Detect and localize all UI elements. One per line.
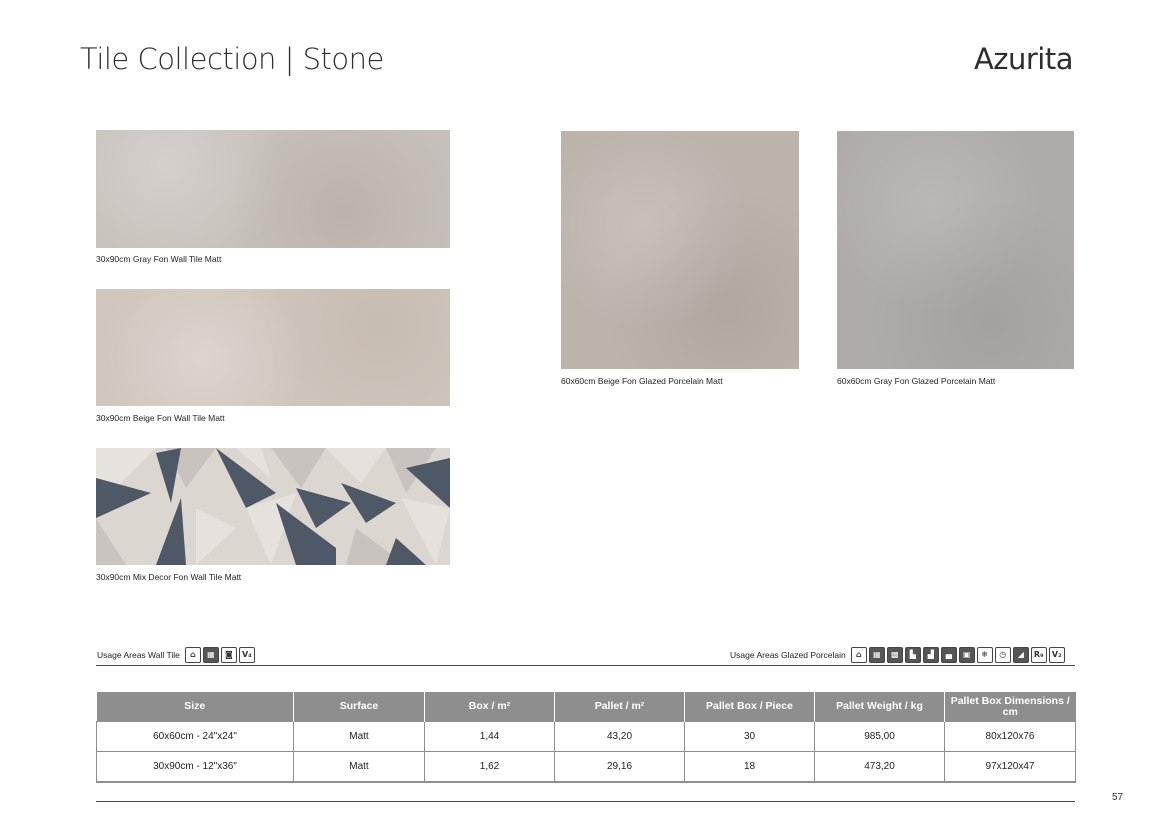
cell-size: 30x90cm - 12"x36" bbox=[97, 752, 294, 783]
usage-porcelain-label: Usage Areas Glazed Porcelain bbox=[730, 650, 846, 660]
beige-wall-tile-image bbox=[96, 289, 450, 406]
col-pallet-weight: Pallet Weight / kg bbox=[815, 692, 945, 722]
table-row bbox=[97, 722, 1076, 752]
kitchen-icon: ▦ bbox=[869, 647, 885, 663]
bath-icon: ▩ bbox=[887, 647, 903, 663]
cell-pallet-weight: 473,20 bbox=[815, 752, 945, 783]
cell-pallet-box-piece: 30 bbox=[685, 722, 815, 752]
footer-divider bbox=[96, 801, 1075, 802]
cell-pallet-weight: 985,00 bbox=[815, 722, 945, 752]
mix-decor-tile-caption: 30x90cm Mix Decor Fon Wall Tile Matt bbox=[96, 572, 242, 582]
mix-decor-tile-image bbox=[96, 448, 450, 565]
terrace-icon: ▄ bbox=[941, 647, 957, 663]
usage-areas-porcelain bbox=[730, 647, 1065, 663]
bath-icon: ◙ bbox=[221, 647, 237, 663]
home-icon: ⌂ bbox=[851, 647, 867, 663]
cell-pallet-m2: 29,16 bbox=[555, 752, 685, 783]
cell-surface: Matt bbox=[294, 722, 425, 752]
r9-icon: R₉ bbox=[1031, 647, 1047, 663]
floor-icon: ▙ bbox=[905, 647, 921, 663]
cell-pallet-box-piece: 18 bbox=[685, 752, 815, 783]
table-row bbox=[97, 752, 1076, 783]
gray-porcelain-tile-image bbox=[837, 131, 1074, 369]
cell-surface: Matt bbox=[294, 752, 425, 783]
beige-wall-tile-caption: 30x90cm Beige Fon Wall Tile Matt bbox=[96, 413, 225, 423]
frost-icon: ❄ bbox=[977, 647, 993, 663]
gray-wall-tile-image bbox=[96, 130, 450, 248]
kitchen-icon: ▦ bbox=[203, 647, 219, 663]
clock-icon: ◷ bbox=[995, 647, 1011, 663]
cell-pallet-dimensions: 97x120x47 bbox=[945, 752, 1076, 783]
gray-wall-tile-caption: 30x90cm Gray Fon Wall Tile Matt bbox=[96, 254, 222, 264]
usage-divider bbox=[96, 665, 1075, 666]
page-title: Tile Collection | Stone bbox=[80, 42, 384, 76]
collection-name: Azurita bbox=[973, 42, 1073, 76]
v2-icon: V₂ bbox=[1049, 647, 1065, 663]
table-header-row bbox=[97, 692, 1076, 722]
cell-box-m2: 1,44 bbox=[425, 722, 555, 752]
page-number: 57 bbox=[1112, 792, 1124, 803]
v4-icon: V₄ bbox=[239, 647, 255, 663]
usage-wall-label: Usage Areas Wall Tile bbox=[97, 650, 180, 660]
usage-areas-wall bbox=[97, 647, 255, 663]
col-pallet-m2: Pallet / m² bbox=[555, 692, 685, 722]
cell-size: 60x60cm - 24"x24" bbox=[97, 722, 294, 752]
beige-porcelain-tile-image bbox=[561, 131, 799, 369]
home-icon: ⌂ bbox=[185, 647, 201, 663]
col-box-m2: Box / m² bbox=[425, 692, 555, 722]
decor-pattern bbox=[96, 448, 450, 565]
gray-porcelain-tile-caption: 60x60cm Gray Fon Glazed Porcelain Matt bbox=[837, 376, 996, 386]
wave-icon: ◢ bbox=[1013, 647, 1029, 663]
stairs-icon: ▟ bbox=[923, 647, 939, 663]
cell-box-m2: 1,62 bbox=[425, 752, 555, 783]
cell-pallet-dimensions: 80x120x76 bbox=[945, 722, 1076, 752]
col-pallet-dimensions: Pallet Box Dimensions / cm bbox=[945, 692, 1076, 722]
col-size: Size bbox=[97, 692, 294, 722]
spec-table bbox=[96, 692, 1076, 783]
beige-porcelain-tile-caption: 60x60cm Beige Fon Glazed Porcelain Matt bbox=[561, 376, 723, 386]
cell-pallet-m2: 43,20 bbox=[555, 722, 685, 752]
col-pallet-box-piece: Pallet Box / Piece bbox=[685, 692, 815, 722]
col-surface: Surface bbox=[294, 692, 425, 722]
commercial-icon: ▣ bbox=[959, 647, 975, 663]
